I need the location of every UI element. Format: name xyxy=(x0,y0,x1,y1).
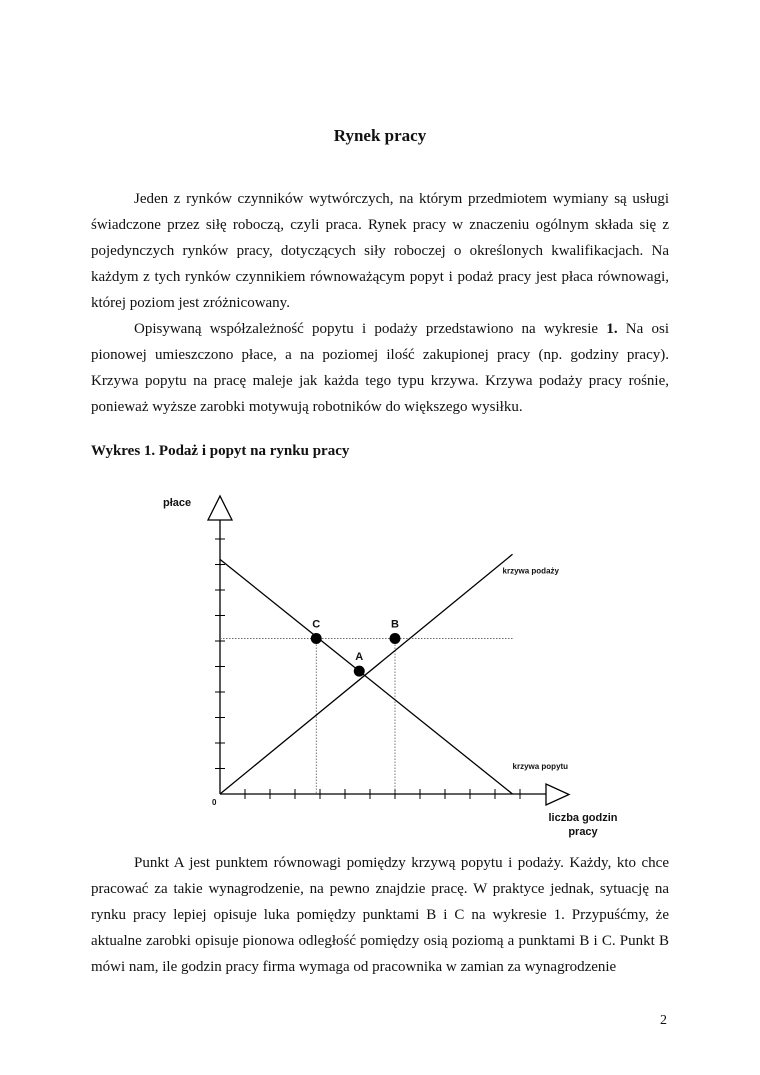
page-title: Rynek pracy xyxy=(333,126,427,145)
y-axis-arrow xyxy=(208,496,232,520)
paragraph-intro: Jeden z rynków czynników wytwórczych, na którym przedmiotem wymiany są usługi świadczone przez siłę roboczą, czyli praca. Rynek pracy w znaczeniu ogólnym składa się z pojedynczych rynków pracy, dotyczących siły roboczej o określonych kwalifikacjach. Na każdym z tych rynków czynnikiem równoważącym popyt i podaż pracy jest płaca równowagi, której poziom jest zróżnicowany. xyxy=(91,191,669,311)
supply-curve-label: krzywa podaży xyxy=(502,566,559,576)
x-axis-arrow xyxy=(546,784,569,805)
x-axis-label-line1: liczba godzin xyxy=(548,812,618,824)
reference-lines xyxy=(220,638,513,794)
paragraph-equilibrium: Punkt A jest punktem równowagi pomiędzy krzywą popytu i podaży. Każdy, kto chce pracować za takie wynagrodzenie, na pewno znajdzie pracę. W praktyce jednak, sytuację na rynku pracy lepiej opisuje luka pomiędzy punktami B i C na wykresie 1. Przypuśćmy, że aktualne zarobki opisuje pionowa odległość pomiędzy osią poziomą a punktami B i C. Punkt B mówi nam, ile godzin pracy firma wymaga od pracownika w zamian za wynagrodzenie xyxy=(91,855,669,975)
points xyxy=(311,618,401,676)
labor-market-chart xyxy=(150,490,618,840)
point-label-a: A xyxy=(355,651,364,664)
page-number: 2 xyxy=(660,1013,667,1028)
figure-caption: Wykres 1. Podaż i popyt na rynku pracy xyxy=(91,443,350,459)
figure-reference: 1. xyxy=(606,321,618,337)
point-b xyxy=(390,633,401,644)
paragraph-text: Na osi pionowej umieszczono płace, a na poziomej ilość zakupionej pracy (np. godziny pracy). Krzywa popytu na pracę maleje jak każda tego typu krzywa. Krzywa podaży pracy rośnie, ponieważ wyższe zarobki motywują robotników do większego wysiłku. xyxy=(91,321,669,415)
point-c xyxy=(311,633,322,644)
paragraph-chart-description xyxy=(91,316,669,420)
y-axis-label: płace xyxy=(163,497,192,509)
series-lines xyxy=(220,554,568,794)
demand-curve-label: krzywa popytu xyxy=(512,761,569,771)
x-axis-label-line2: pracy xyxy=(568,826,598,838)
point-label-b: B xyxy=(391,618,399,631)
paragraph-text: Opisywaną współzależność popytu i podaży przedstawiono na wykresie xyxy=(134,321,607,337)
origin-label: 0 xyxy=(212,798,217,807)
point-a xyxy=(354,666,365,677)
point-label-c: C xyxy=(312,618,321,631)
